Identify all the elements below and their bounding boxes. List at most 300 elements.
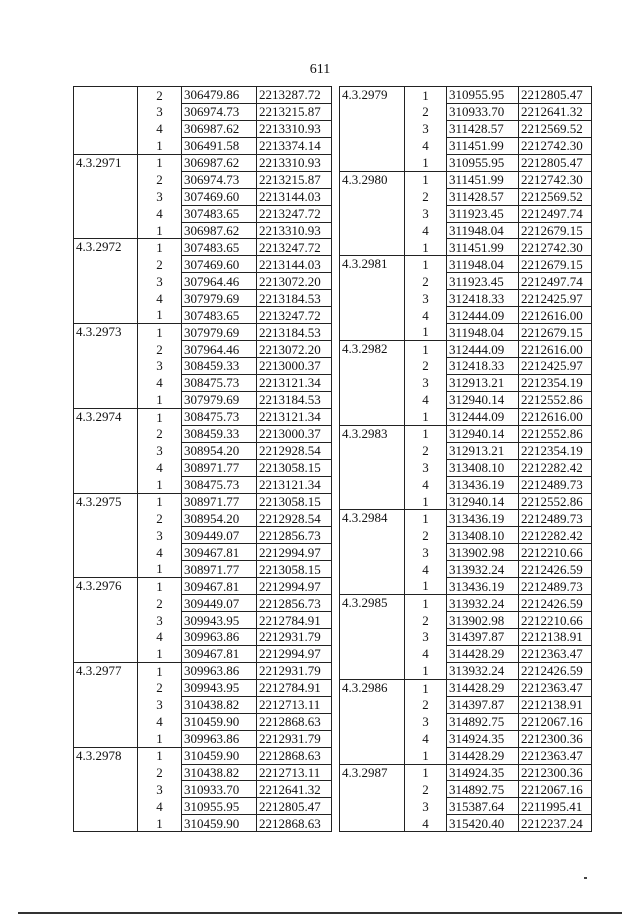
y-coordinate: 2212742.30 xyxy=(519,239,592,256)
point-number: 3 xyxy=(405,374,447,391)
x-coordinate: 307964.46 xyxy=(182,273,257,290)
table-row xyxy=(74,544,332,561)
table-row xyxy=(74,679,332,696)
point-number: 4 xyxy=(138,205,182,222)
x-coordinate: 308971.77 xyxy=(182,561,257,578)
y-coordinate: 2212856.73 xyxy=(257,527,332,544)
coordinates-table-right xyxy=(339,86,592,832)
x-coordinate: 311923.45 xyxy=(447,205,519,222)
parcel-id: 4.3.2984 xyxy=(340,510,405,527)
point-number: 4 xyxy=(138,374,182,391)
table-row xyxy=(340,713,592,730)
y-coordinate: 2212300.36 xyxy=(519,764,592,781)
parcel-cell xyxy=(340,391,405,408)
x-coordinate: 314397.87 xyxy=(447,696,519,713)
point-number: 4 xyxy=(405,307,447,324)
point-number: 3 xyxy=(405,290,447,307)
x-coordinate: 307979.69 xyxy=(182,290,257,307)
parcel-cell xyxy=(340,629,405,646)
x-coordinate: 307483.65 xyxy=(182,239,257,256)
parcel-id: 4.3.2975 xyxy=(74,493,138,510)
table-row xyxy=(340,747,592,764)
parcel-cell xyxy=(74,561,138,578)
y-coordinate: 2212300.36 xyxy=(519,730,592,747)
x-coordinate: 310955.95 xyxy=(447,87,519,104)
point-number: 4 xyxy=(405,645,447,662)
x-coordinate: 308459.33 xyxy=(182,358,257,375)
y-coordinate: 2212426.59 xyxy=(519,662,592,679)
y-coordinate: 2213121.34 xyxy=(257,374,332,391)
x-coordinate: 309449.07 xyxy=(182,595,257,612)
table-row xyxy=(340,544,592,561)
x-coordinate: 313436.19 xyxy=(447,578,519,595)
table-row xyxy=(340,87,592,104)
point-number: 4 xyxy=(405,222,447,239)
parcel-cell xyxy=(74,290,138,307)
parcel-id: 4.3.2987 xyxy=(340,764,405,781)
y-coordinate: 2212282.42 xyxy=(519,459,592,476)
y-coordinate: 2213247.72 xyxy=(257,239,332,256)
y-coordinate: 2213287.72 xyxy=(257,87,332,104)
parcel-cell xyxy=(74,798,138,815)
y-coordinate: 2212552.86 xyxy=(519,391,592,408)
table-row xyxy=(340,442,592,459)
parcel-cell xyxy=(340,476,405,493)
parcel-cell xyxy=(340,273,405,290)
x-coordinate: 312940.14 xyxy=(447,425,519,442)
table-row xyxy=(340,764,592,781)
point-number: 4 xyxy=(138,713,182,730)
y-coordinate: 2212994.97 xyxy=(257,645,332,662)
point-number: 4 xyxy=(405,561,447,578)
table-row xyxy=(74,815,332,832)
parcel-cell xyxy=(74,273,138,290)
x-coordinate: 306974.73 xyxy=(182,171,257,188)
table-row xyxy=(340,476,592,493)
point-number: 2 xyxy=(405,103,447,120)
x-coordinate: 313408.10 xyxy=(447,527,519,544)
table-row xyxy=(74,341,332,358)
parcel-cell xyxy=(74,256,138,273)
x-coordinate: 312444.09 xyxy=(447,341,519,358)
point-number: 3 xyxy=(405,459,447,476)
y-coordinate: 2212641.32 xyxy=(257,781,332,798)
x-coordinate: 313932.24 xyxy=(447,595,519,612)
y-coordinate: 2212641.32 xyxy=(519,103,592,120)
x-coordinate: 310955.95 xyxy=(447,154,519,171)
y-coordinate: 2213374.14 xyxy=(257,137,332,154)
parcel-cell xyxy=(340,696,405,713)
point-number: 2 xyxy=(405,273,447,290)
x-coordinate: 314924.35 xyxy=(447,764,519,781)
y-coordinate: 2213000.37 xyxy=(257,425,332,442)
x-coordinate: 310955.95 xyxy=(182,798,257,815)
table-row xyxy=(340,595,592,612)
parcel-id: 4.3.2980 xyxy=(340,171,405,188)
y-coordinate: 2212616.00 xyxy=(519,307,592,324)
table-row xyxy=(74,256,332,273)
x-coordinate: 312940.14 xyxy=(447,493,519,510)
point-number: 2 xyxy=(138,679,182,696)
x-coordinate: 313436.19 xyxy=(447,476,519,493)
parcel-cell xyxy=(340,154,405,171)
point-number: 2 xyxy=(405,188,447,205)
table-row xyxy=(74,595,332,612)
scan-mark xyxy=(584,877,587,879)
point-number: 1 xyxy=(405,595,447,612)
table-row xyxy=(74,154,332,171)
y-coordinate: 2212354.19 xyxy=(519,374,592,391)
table-row xyxy=(340,358,592,375)
parcel-cell xyxy=(74,374,138,391)
parcel-cell xyxy=(74,815,138,832)
x-coordinate: 309467.81 xyxy=(182,544,257,561)
parcel-cell xyxy=(74,171,138,188)
x-coordinate: 307483.65 xyxy=(182,205,257,222)
x-coordinate: 308459.33 xyxy=(182,425,257,442)
point-number: 1 xyxy=(138,137,182,154)
point-number: 2 xyxy=(138,341,182,358)
table-row xyxy=(340,561,592,578)
parcel-id: 4.3.2979 xyxy=(340,87,405,104)
point-number: 2 xyxy=(138,87,182,104)
point-number: 1 xyxy=(138,408,182,425)
table-row xyxy=(74,374,332,391)
parcel-cell xyxy=(340,188,405,205)
point-number: 3 xyxy=(138,103,182,120)
table-row xyxy=(340,154,592,171)
y-coordinate: 2212210.66 xyxy=(519,544,592,561)
x-coordinate: 312444.09 xyxy=(447,408,519,425)
table-row xyxy=(340,137,592,154)
table-row xyxy=(74,120,332,137)
x-coordinate: 307483.65 xyxy=(182,307,257,324)
point-number: 1 xyxy=(405,425,447,442)
y-coordinate: 2212426.59 xyxy=(519,595,592,612)
table-row xyxy=(340,798,592,815)
point-number: 2 xyxy=(405,696,447,713)
parcel-cell xyxy=(340,730,405,747)
parcel-cell xyxy=(340,374,405,391)
point-number: 4 xyxy=(405,815,447,832)
point-number: 4 xyxy=(138,629,182,646)
parcel-cell xyxy=(74,358,138,375)
table-row xyxy=(340,222,592,239)
table-row xyxy=(74,713,332,730)
y-coordinate: 2212994.97 xyxy=(257,578,332,595)
y-coordinate: 2212931.79 xyxy=(257,662,332,679)
table-row xyxy=(74,408,332,425)
parcel-cell xyxy=(74,595,138,612)
y-coordinate: 2212425.97 xyxy=(519,358,592,375)
point-number: 1 xyxy=(138,154,182,171)
parcel-id: 4.3.2978 xyxy=(74,747,138,764)
y-coordinate: 2213144.03 xyxy=(257,256,332,273)
table-row xyxy=(74,527,332,544)
x-coordinate: 307469.60 xyxy=(182,256,257,273)
x-coordinate: 314397.87 xyxy=(447,629,519,646)
parcel-cell xyxy=(74,527,138,544)
x-coordinate: 309943.95 xyxy=(182,612,257,629)
x-coordinate: 312913.21 xyxy=(447,442,519,459)
x-coordinate: 312444.09 xyxy=(447,307,519,324)
y-coordinate: 2212363.47 xyxy=(519,645,592,662)
point-number: 3 xyxy=(405,544,447,561)
y-coordinate: 2212868.63 xyxy=(257,815,332,832)
parcel-cell xyxy=(340,103,405,120)
parcel-id: 4.3.2974 xyxy=(74,408,138,425)
parcel-cell xyxy=(340,493,405,510)
table-row xyxy=(74,442,332,459)
parcel-cell xyxy=(340,798,405,815)
parcel-cell xyxy=(340,290,405,307)
x-coordinate: 306479.86 xyxy=(182,87,257,104)
y-coordinate: 2213000.37 xyxy=(257,358,332,375)
point-number: 4 xyxy=(138,544,182,561)
x-coordinate: 313902.98 xyxy=(447,612,519,629)
y-coordinate: 2213121.34 xyxy=(257,476,332,493)
table-row xyxy=(74,798,332,815)
y-coordinate: 2212138.91 xyxy=(519,696,592,713)
point-number: 1 xyxy=(138,307,182,324)
y-coordinate: 2212425.97 xyxy=(519,290,592,307)
point-number: 4 xyxy=(138,459,182,476)
parcel-cell xyxy=(74,544,138,561)
x-coordinate: 309449.07 xyxy=(182,527,257,544)
table-row xyxy=(340,425,592,442)
table-row xyxy=(340,188,592,205)
y-coordinate: 2213310.93 xyxy=(257,154,332,171)
y-coordinate: 2212489.73 xyxy=(519,578,592,595)
y-coordinate: 2212138.91 xyxy=(519,629,592,646)
point-number: 3 xyxy=(405,205,447,222)
point-number: 1 xyxy=(405,324,447,341)
parcel-cell xyxy=(74,713,138,730)
y-coordinate: 2212237.24 xyxy=(519,815,592,832)
table-row xyxy=(74,103,332,120)
table-row xyxy=(74,578,332,595)
point-number: 1 xyxy=(405,256,447,273)
point-number: 4 xyxy=(405,730,447,747)
x-coordinate: 308954.20 xyxy=(182,442,257,459)
x-coordinate: 311948.04 xyxy=(447,324,519,341)
y-coordinate: 2212282.42 xyxy=(519,527,592,544)
table-row xyxy=(74,324,332,341)
y-coordinate: 2212210.66 xyxy=(519,612,592,629)
x-coordinate: 306974.73 xyxy=(182,103,257,120)
point-number: 2 xyxy=(405,527,447,544)
point-number: 3 xyxy=(138,358,182,375)
point-number: 1 xyxy=(138,561,182,578)
parcel-cell xyxy=(74,442,138,459)
parcel-cell xyxy=(340,307,405,324)
x-coordinate: 310459.90 xyxy=(182,713,257,730)
y-coordinate: 2212489.73 xyxy=(519,510,592,527)
x-coordinate: 308475.73 xyxy=(182,476,257,493)
point-number: 2 xyxy=(138,171,182,188)
table-row xyxy=(340,256,592,273)
point-number: 1 xyxy=(138,730,182,747)
table-row xyxy=(74,87,332,104)
table-row xyxy=(74,493,332,510)
parcel-cell xyxy=(74,764,138,781)
point-number: 4 xyxy=(405,137,447,154)
parcel-cell xyxy=(340,239,405,256)
table-row xyxy=(74,239,332,256)
point-number: 3 xyxy=(405,120,447,137)
x-coordinate: 306491.58 xyxy=(182,137,257,154)
x-coordinate: 312913.21 xyxy=(447,374,519,391)
table-row xyxy=(340,391,592,408)
parcel-cell xyxy=(340,120,405,137)
parcel-cell xyxy=(340,205,405,222)
point-number: 1 xyxy=(405,679,447,696)
table-row xyxy=(340,205,592,222)
parcel-id: 4.3.2983 xyxy=(340,425,405,442)
table-row xyxy=(340,120,592,137)
parcel-cell xyxy=(340,527,405,544)
point-number: 3 xyxy=(138,696,182,713)
parcel-cell xyxy=(74,459,138,476)
table-row xyxy=(340,341,592,358)
parcel-cell xyxy=(340,137,405,154)
table-row xyxy=(340,612,592,629)
x-coordinate: 311948.04 xyxy=(447,222,519,239)
table-row xyxy=(340,239,592,256)
point-number: 4 xyxy=(138,798,182,815)
parcel-cell xyxy=(74,307,138,324)
parcel-cell xyxy=(74,188,138,205)
y-coordinate: 2213184.53 xyxy=(257,391,332,408)
y-coordinate: 2212679.15 xyxy=(519,222,592,239)
x-coordinate: 310459.90 xyxy=(182,747,257,764)
point-number: 1 xyxy=(138,662,182,679)
point-number: 4 xyxy=(405,391,447,408)
x-coordinate: 308971.77 xyxy=(182,459,257,476)
x-coordinate: 314428.29 xyxy=(447,679,519,696)
y-coordinate: 2212784.91 xyxy=(257,679,332,696)
point-number: 1 xyxy=(138,815,182,832)
point-number: 1 xyxy=(138,747,182,764)
y-coordinate: 2212426.59 xyxy=(519,561,592,578)
y-coordinate: 2212994.97 xyxy=(257,544,332,561)
parcel-cell xyxy=(340,408,405,425)
point-number: 2 xyxy=(138,764,182,781)
y-coordinate: 2212679.15 xyxy=(519,256,592,273)
x-coordinate: 311451.99 xyxy=(447,239,519,256)
parcel-cell xyxy=(340,815,405,832)
x-coordinate: 312418.33 xyxy=(447,290,519,307)
y-coordinate: 2212489.73 xyxy=(519,476,592,493)
point-number: 1 xyxy=(138,578,182,595)
point-number: 3 xyxy=(138,527,182,544)
point-number: 3 xyxy=(138,442,182,459)
point-number: 2 xyxy=(138,595,182,612)
point-number: 1 xyxy=(405,764,447,781)
x-coordinate: 308475.73 xyxy=(182,408,257,425)
table-row xyxy=(340,103,592,120)
parcel-id: 4.3.2977 xyxy=(74,662,138,679)
y-coordinate: 2212928.54 xyxy=(257,510,332,527)
table-row xyxy=(74,137,332,154)
y-coordinate: 2212497.74 xyxy=(519,273,592,290)
point-number: 1 xyxy=(405,87,447,104)
x-coordinate: 314428.29 xyxy=(447,747,519,764)
point-number: 3 xyxy=(138,781,182,798)
parcel-cell xyxy=(74,730,138,747)
point-number: 2 xyxy=(138,510,182,527)
table-row xyxy=(340,459,592,476)
parcel-cell xyxy=(74,645,138,662)
point-number: 1 xyxy=(138,493,182,510)
x-coordinate: 312940.14 xyxy=(447,391,519,408)
x-coordinate: 308475.73 xyxy=(182,374,257,391)
point-number: 4 xyxy=(138,120,182,137)
x-coordinate: 306987.62 xyxy=(182,222,257,239)
table-row xyxy=(74,561,332,578)
y-coordinate: 2212928.54 xyxy=(257,442,332,459)
parcel-cell xyxy=(74,425,138,442)
y-coordinate: 2213310.93 xyxy=(257,222,332,239)
y-coordinate: 2212856.73 xyxy=(257,595,332,612)
x-coordinate: 314924.35 xyxy=(447,730,519,747)
parcel-cell xyxy=(74,137,138,154)
point-number: 3 xyxy=(405,798,447,815)
table-row xyxy=(74,307,332,324)
y-coordinate: 2211995.41 xyxy=(519,798,592,815)
x-coordinate: 313932.24 xyxy=(447,662,519,679)
y-coordinate: 2212868.63 xyxy=(257,747,332,764)
x-coordinate: 307979.69 xyxy=(182,391,257,408)
y-coordinate: 2212569.52 xyxy=(519,120,592,137)
y-coordinate: 2212497.74 xyxy=(519,205,592,222)
table-row xyxy=(340,408,592,425)
y-coordinate: 2213121.34 xyxy=(257,408,332,425)
y-coordinate: 2212552.86 xyxy=(519,425,592,442)
table-row xyxy=(340,324,592,341)
parcel-cell xyxy=(340,662,405,679)
parcel-cell xyxy=(340,459,405,476)
point-number: 3 xyxy=(405,629,447,646)
y-coordinate: 2212679.15 xyxy=(519,324,592,341)
y-coordinate: 2213058.15 xyxy=(257,561,332,578)
x-coordinate: 309963.86 xyxy=(182,662,257,679)
parcel-cell xyxy=(340,713,405,730)
y-coordinate: 2212805.47 xyxy=(519,154,592,171)
parcel-cell xyxy=(74,391,138,408)
table-row xyxy=(340,629,592,646)
page-number: 611 xyxy=(309,62,331,77)
table-row xyxy=(74,205,332,222)
y-coordinate: 2213215.87 xyxy=(257,171,332,188)
point-number: 1 xyxy=(138,391,182,408)
parcel-id: 4.3.2973 xyxy=(74,324,138,341)
table-row xyxy=(340,679,592,696)
table-row xyxy=(340,730,592,747)
x-coordinate: 306987.62 xyxy=(182,120,257,137)
table-row xyxy=(74,425,332,442)
y-coordinate: 2213072.20 xyxy=(257,273,332,290)
point-number: 4 xyxy=(138,290,182,307)
point-number: 1 xyxy=(138,324,182,341)
table-row xyxy=(74,273,332,290)
parcel-cell xyxy=(74,341,138,358)
point-number: 3 xyxy=(138,612,182,629)
y-coordinate: 2212868.63 xyxy=(257,713,332,730)
point-number: 3 xyxy=(405,713,447,730)
y-coordinate: 2213184.53 xyxy=(257,290,332,307)
parcel-cell xyxy=(74,696,138,713)
